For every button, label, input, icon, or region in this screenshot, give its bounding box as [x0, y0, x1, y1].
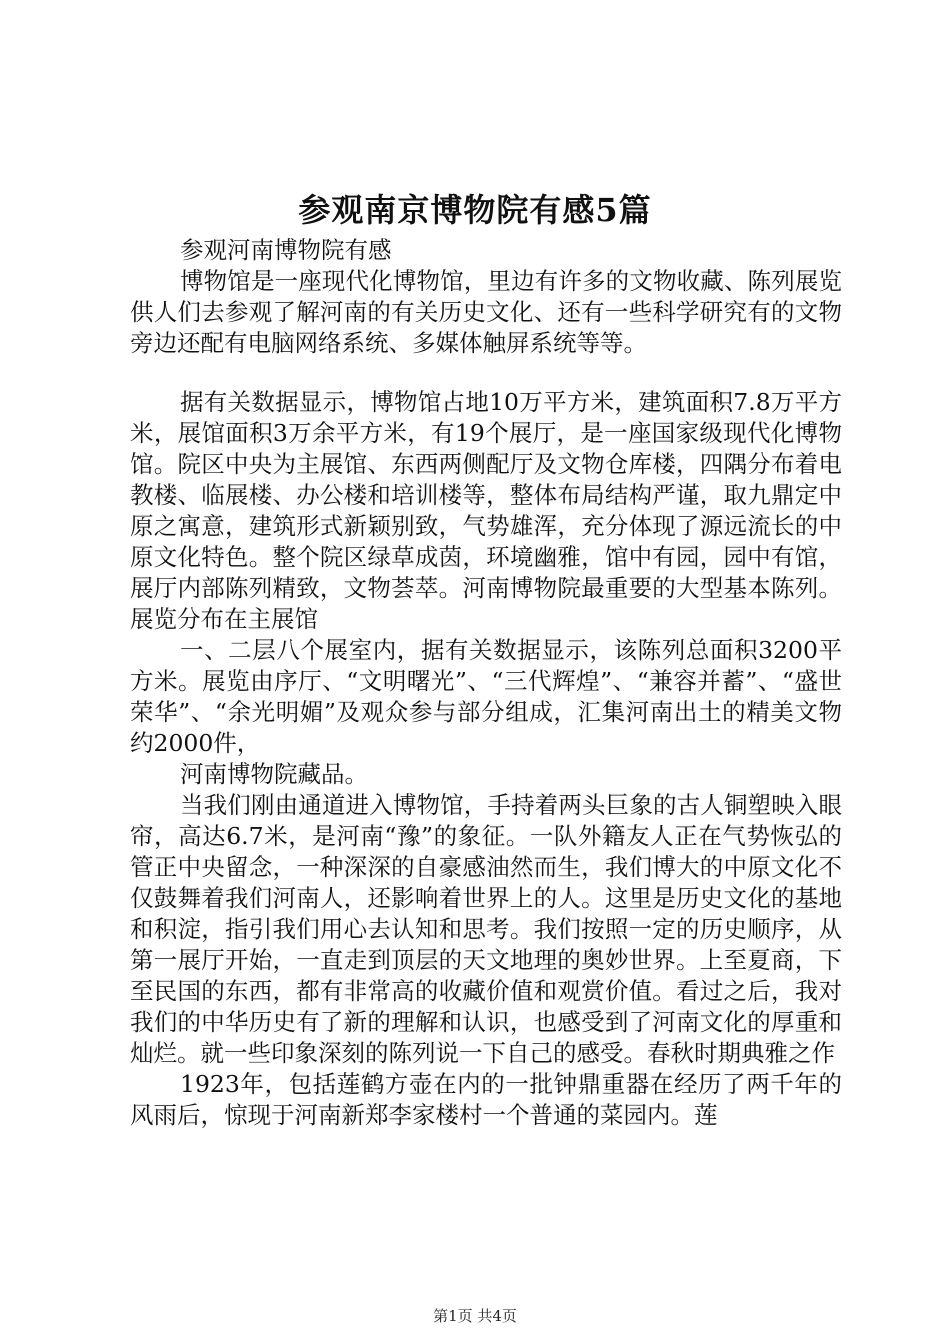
paragraph-gap	[130, 359, 842, 387]
paragraph-collection: 河南博物院藏品。	[180, 760, 368, 788]
document-body	[130, 235, 842, 1131]
paragraph-data: 据有关数据显示，博物馆占地10万平方米，建筑面积7.8万平方米，展馆面积3万余平方米，有19个展厅，是一座国家级现代化博物馆。院区中央为主展馆、东西两侧配厅及文物仓库楼，四隅分布着电教楼、临展楼、办公楼和培训楼等，整体布局结构严谨，取九鼎定中原之寓意，建筑形式新颖别致，气势雄浑，充分体现了源远流长的中原文化特色。整个院区绿草成茵，环境幽雅，馆中有园，园中有馆，展厅内部陈列精致，文物荟萃。河南博物院最重要的大型基本陈列。展览分布在主展馆	[130, 388, 842, 633]
page-footer: 第1页 共4页	[433, 1307, 517, 1325]
paragraph-visit: 当我们刚由通道进入博物馆，手持着两头巨象的古人铜塑映入眼帘，高达6.7米，是河南“豫”的象征。一队外籍友人正在气势恢弘的管正中央留念，一种深深的自豪感油然而生，我们博大的中原文化不仅鼓舞着我们河南人，还影响着世界上的人。这里是历史文化的基地和积淀，指引我们用心去认知和思考。我们按照一定的历史顺序，从第一展厅开始，一直走到顶层的天文地理的奥妙世界。上至夏商，下至民国的东西，都有非常高的收藏价值和观赏价值。看过之后，我对我们的中华历史有了新的理解和认识，也感受到了河南文化的厚重和灿烂。就一些印象深刻的陈列说一下自己的感受。春秋时期典雅之作	[130, 791, 842, 1067]
document-title: 参观南京博物院有感5篇	[298, 191, 652, 229]
paragraph-subtitle: 参观河南博物院有感	[180, 236, 392, 264]
paragraph-1923: 1923年，包括莲鹤方壶在内的一批钟鼎重器在经历了两千年的风雨后，惊现于河南新郑李家楼村一个普通的菜园内。莲	[130, 1070, 842, 1129]
paragraph-exhibition: 一、二层八个展室内，据有关数据显示，该陈列总面积3200平方米。展览由序厅、“文明曙光”、“三代辉煌”、“兼容并蓄”、“盛世荣华”、“余光明媚”及观众参与部分组成，汇集河南出土的精美文物约2000件，	[130, 636, 842, 757]
paragraph-intro: 博物馆是一座现代化博物馆，里边有许多的文物收藏、陈列展览供人们去参观了解河南的有关历史文化、还有一些科学研究有的文物旁边还配有电脑网络系统、多媒体触屏系统等等。	[130, 267, 842, 357]
